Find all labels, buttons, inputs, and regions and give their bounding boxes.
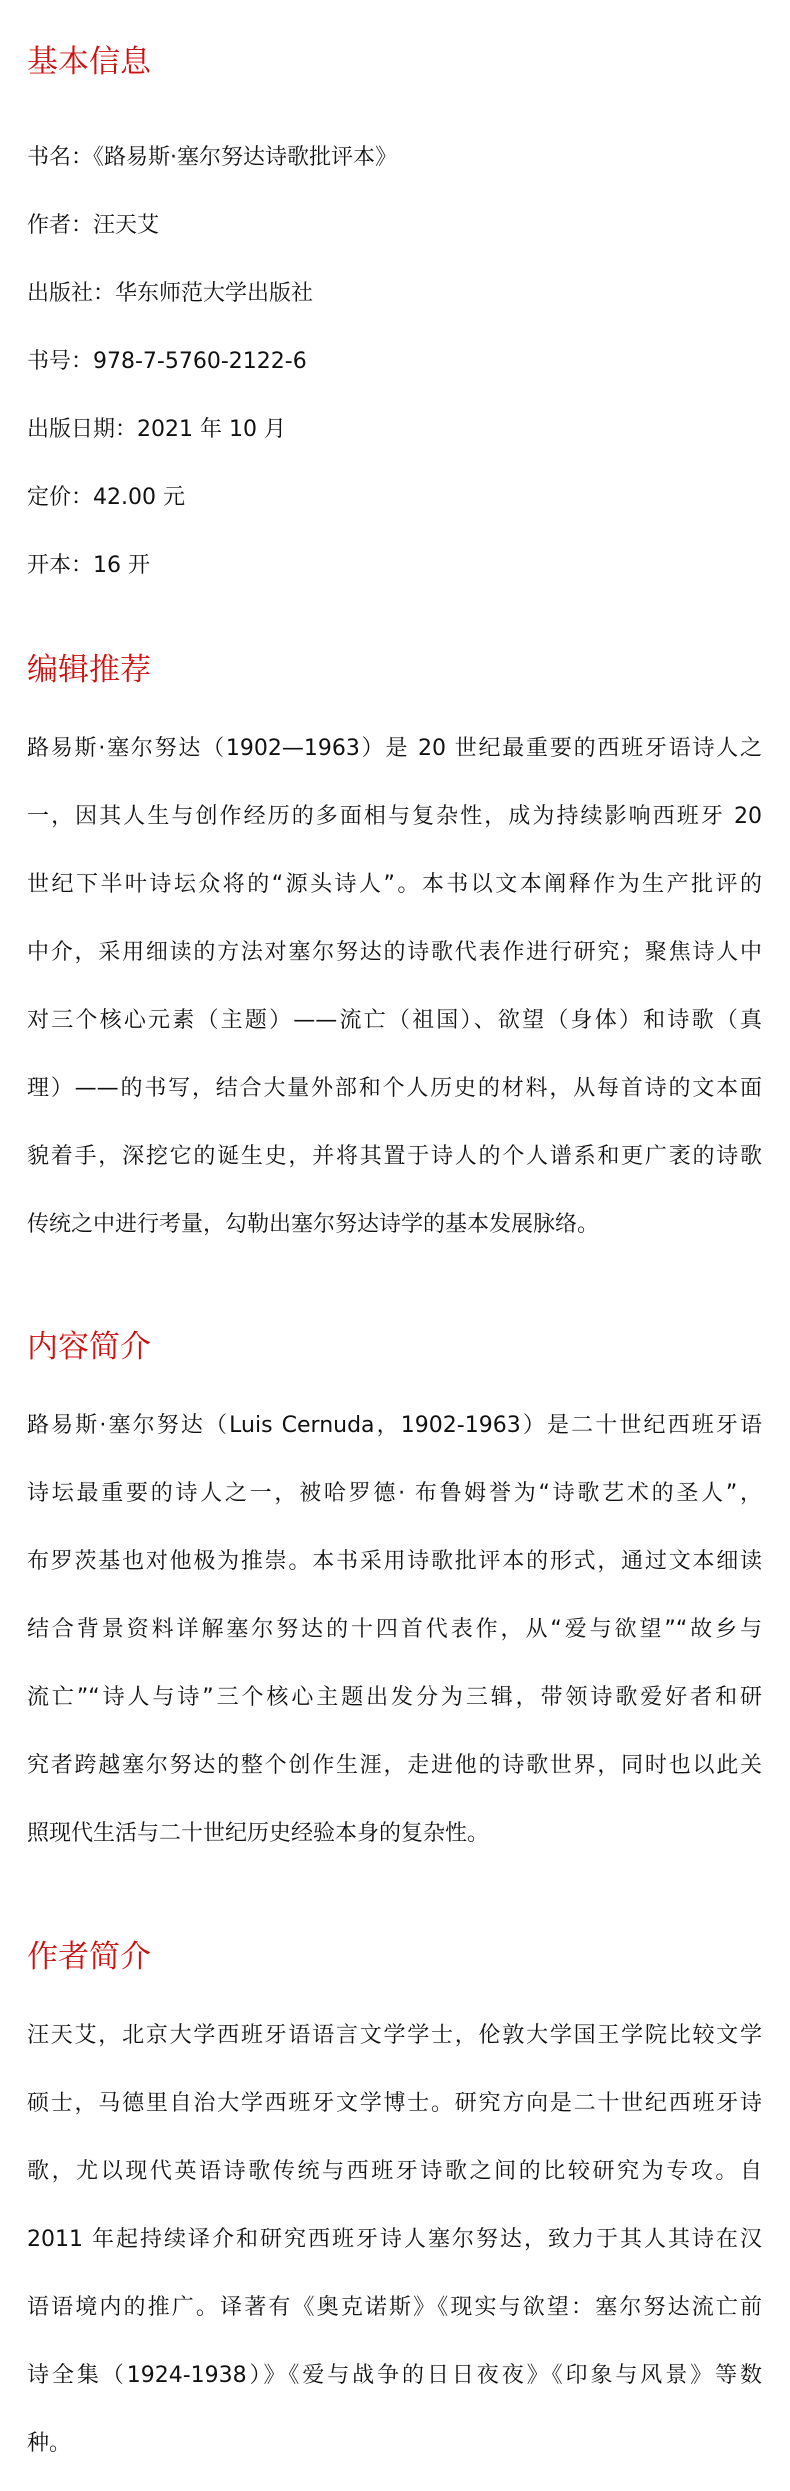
basic-info-section	[27, 40, 762, 622]
text-line: 对三个核心元素（主题）——流亡（祖国）、欲望（身体）和诗歌（真	[27, 1008, 762, 1033]
text-line: 理）——的书写，结合大量外部和个人历史的材料，从每首诗的文本面	[27, 1076, 762, 1101]
text-line: 种。	[27, 2431, 72, 2456]
text-line: 路易斯·塞尔努达（1902—1963）是 20 世纪最重要的西班牙语诗人之	[27, 736, 762, 761]
text-line: 一，因其人生与创作经历的多面相与复杂性，成为持续影响西班牙 20	[27, 804, 762, 829]
text-line: 语语境内的推广。译著有《奥克诺斯》《现实与欲望：塞尔努达流亡前	[27, 2295, 762, 2320]
text-line: 究者跨越塞尔努达的整个创作生涯，走进他的诗歌世界，同时也以此关	[27, 1753, 762, 1778]
editor-recommendation-heading: 编辑推荐	[27, 652, 151, 688]
text-line: 世纪下半叶诗坛众将的“源头诗人”。本书以文本阐释作为生产批评的	[27, 872, 762, 897]
format-line: 开本：16 开	[27, 553, 150, 578]
text-line: 传统之中进行考量，勾勒出塞尔努达诗学的基本发展脉络。	[27, 1212, 600, 1237]
editor-recommendation-section	[27, 648, 762, 1259]
text-line: 诗坛最重要的诗人之一，被哈罗德· 布鲁姆誉为“诗歌艺术的圣人”，	[27, 1481, 762, 1506]
content-intro-heading: 内容简介	[27, 1329, 151, 1365]
text-line: 硕士，马德里自治大学西班牙文学博士。研究方向是二十世纪西班牙诗	[27, 2091, 762, 2116]
text-line: 诗全集（1924-1938）》《爱与战争的日日夜夜》《印象与风景》等数	[27, 2363, 762, 2388]
author-intro-section	[27, 1935, 762, 2478]
price-line: 定价：42.00 元	[27, 485, 185, 510]
basic-info-heading: 基本信息	[27, 44, 151, 80]
content-intro-section	[27, 1325, 762, 1868]
isbn-line: 书号：978-7-5760-2122-6	[27, 349, 307, 374]
text-line: 汪天艾，北京大学西班牙语语言文学学士，伦敦大学国王学院比较文学	[27, 2023, 762, 2048]
author-intro-heading: 作者简介	[27, 1939, 151, 1975]
pub-date-line: 出版日期：2021 年 10 月	[27, 417, 286, 442]
text-line: 流亡”“诗人与诗”三个核心主题出发分为三辑，带领诗歌爱好者和研	[27, 1685, 762, 1710]
text-line: 照现代生活与二十世纪历史经验本身的复杂性。	[27, 1821, 490, 1846]
book-title-line: 书名：《路易斯·塞尔努达诗歌批评本》	[27, 145, 397, 170]
text-line: 歌，尤以现代英语诗歌传统与西班牙诗歌之间的比较研究为专攻。自	[27, 2159, 762, 2184]
editor-recommendation-text	[27, 715, 762, 1259]
text-line: 路易斯·塞尔努达（Luis Cernuda，1902-1963）是二十世纪西班牙语	[27, 1413, 762, 1438]
text-line: 中介，采用细读的方法对塞尔努达的诗歌代表作进行研究；聚焦诗人中	[27, 940, 762, 965]
author-line: 作者：汪天艾	[27, 213, 160, 238]
author-intro-text	[27, 2002, 762, 2478]
text-line: 貌着手，深挖它的诞生史，并将其置于诗人的个人谱系和更广袤的诗歌	[27, 1144, 762, 1169]
content-intro-text	[27, 1392, 762, 1868]
text-line: 结合背景资料详解塞尔努达的十四首代表作，从“爱与欲望”“故乡与	[27, 1617, 762, 1642]
text-line: 2011 年起持续译介和研究西班牙诗人塞尔努达，致力于其人其诗在汉	[27, 2227, 762, 2252]
publisher-line: 出版社：华东师范大学出版社	[27, 281, 314, 306]
text-line: 布罗茨基也对他极为推崇。本书采用诗歌批评本的形式，通过文本细读	[27, 1549, 762, 1574]
